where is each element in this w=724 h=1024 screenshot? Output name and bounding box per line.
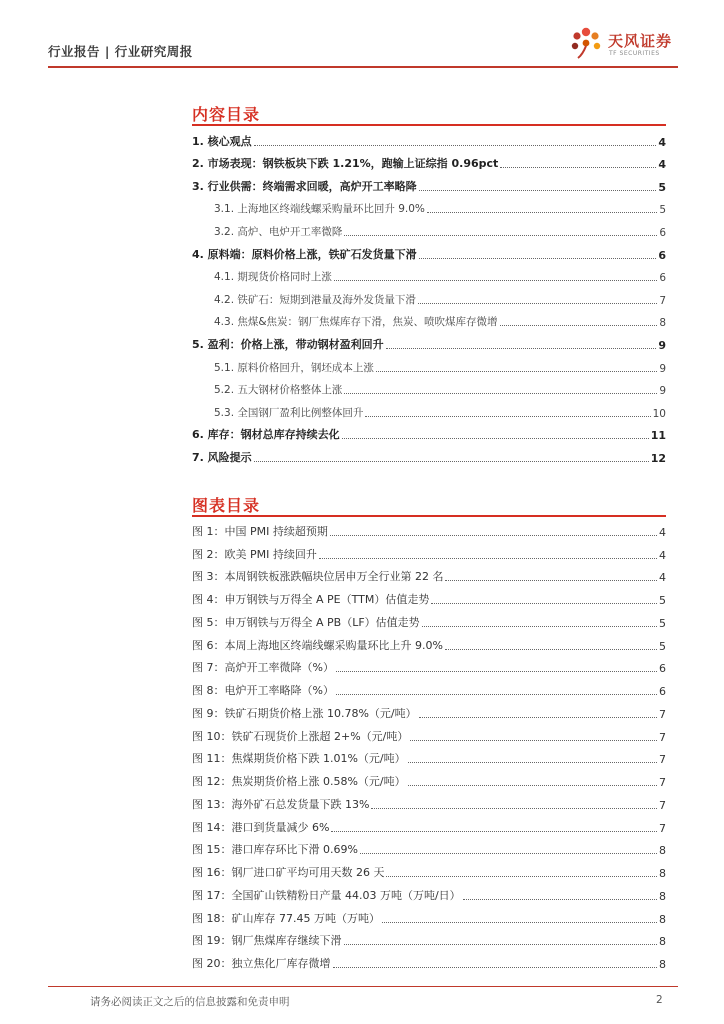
toc-entry-page: 6 [659, 272, 666, 285]
toc-entry[interactable] [192, 194, 666, 217]
figure-entry-page: 6 [659, 685, 666, 698]
figure-entry[interactable] [192, 698, 666, 721]
figure-entry-label: 图 18：矿山库存 77.45 万吨（万吨） [192, 911, 380, 925]
toc-entry[interactable] [192, 420, 666, 443]
figure-entry-page: 4 [659, 548, 666, 562]
figure-entry-page: 7 [659, 776, 666, 789]
figure-entry[interactable] [192, 539, 666, 562]
dot-leader [344, 944, 658, 945]
toc-entry-page: 9 [658, 338, 666, 352]
figure-entry-page: 8 [659, 912, 666, 926]
toc-entry-page: 6 [659, 226, 666, 239]
figure-entry[interactable] [192, 880, 666, 903]
dot-leader [500, 325, 658, 326]
figure-entry[interactable] [192, 607, 666, 630]
figure-entry[interactable] [192, 516, 666, 539]
toc-entry[interactable] [192, 216, 666, 239]
dot-leader [445, 649, 657, 650]
dot-leader [500, 167, 656, 168]
figure-entry[interactable] [192, 903, 666, 926]
dot-leader [410, 740, 657, 741]
figures-title: 图表目录 [192, 496, 261, 515]
dot-leader [419, 258, 657, 259]
toc-entry-label: 4.2. 铁矿石：短期到港量及海外发货量下滑 [214, 293, 416, 306]
figure-entry-page: 8 [659, 958, 666, 971]
toc-entry-page: 4 [658, 158, 666, 172]
dot-leader [419, 717, 657, 718]
figure-entry-label: 图 8：电炉开工率略降（%） [192, 684, 334, 697]
dot-leader [334, 280, 657, 281]
figure-entry-label: 图 6：本周上海地区终端线螺采购量环比上升 9.0% [192, 638, 443, 652]
toc-entry[interactable] [192, 329, 666, 352]
dot-leader [330, 535, 657, 536]
toc-entry[interactable] [192, 397, 666, 420]
toc-entry-page: 11 [650, 429, 666, 443]
figure-entry-page: 5 [659, 594, 666, 607]
dot-leader [365, 416, 650, 417]
figure-entry-page: 5 [659, 639, 666, 653]
figure-entry[interactable] [192, 857, 666, 880]
toc-entry-page: 8 [659, 317, 666, 330]
toc-entry-label: 5.1. 原料价格回升，钢坯成本上涨 [214, 361, 374, 374]
figure-entry-page: 4 [659, 571, 666, 585]
toc-entry[interactable] [192, 149, 666, 172]
toc-entry-page: 10 [652, 407, 666, 420]
figure-entry-label: 图 9：铁矿石期货价格上涨 10.78%（元/吨） [192, 706, 417, 720]
toc-entry-label: 2. 市场表现：钢铁板块下跌 1.21%，跑输上证综指 0.96pct [192, 157, 499, 171]
figure-entry-label: 图 12：焦炭期货价格上涨 0.58%（元/吨） [192, 775, 406, 788]
dot-leader [431, 603, 657, 604]
brand-name: 天风证券 [608, 32, 673, 50]
dot-leader [319, 558, 657, 559]
figure-entry-page: 6 [659, 662, 666, 676]
figure-entry-page: 5 [659, 616, 666, 630]
header-divider [48, 66, 678, 68]
figure-entry-label: 图 1：中国 PMI 持续超预期 [192, 524, 328, 538]
toc-entry-label: 3.1. 上海地区终端线螺采购量环比回升 9.0% [214, 203, 425, 216]
figure-entry-page: 7 [659, 707, 666, 721]
figure-entry[interactable] [192, 812, 666, 835]
figure-entry[interactable] [192, 926, 666, 949]
figure-entry[interactable] [192, 789, 666, 812]
dot-leader [418, 303, 657, 304]
dot-leader [254, 145, 657, 146]
brand-subtitle: TF SECURITIES [609, 50, 660, 57]
figure-entry-page: 8 [659, 867, 666, 880]
figure-entry-label: 图 13：海外矿石总发货量下跌 13% [192, 797, 370, 811]
figure-entry-label: 图 5：申万钢铁与万得全 A PB（LF）估值走势 [192, 615, 420, 629]
footer-disclaimer: 请务必阅读正文之后的信息披露和免责申明 [90, 996, 290, 1008]
toc-entry[interactable] [192, 239, 666, 262]
dot-leader [344, 235, 657, 236]
toc-entry-page: 12 [650, 451, 666, 465]
figure-entry[interactable] [192, 721, 666, 744]
dot-leader [360, 853, 657, 854]
figure-entry[interactable] [192, 584, 666, 607]
figure-entry[interactable] [192, 766, 666, 789]
figure-entry-page: 8 [659, 935, 666, 949]
figure-entry-label: 图 14：港口到货量减少 6% [192, 820, 330, 834]
figure-entry-page: 7 [659, 821, 666, 835]
page-number: 2 [656, 994, 663, 1006]
dot-leader [382, 922, 657, 923]
toc-entry-label: 5.3. 全国钢厂盈利比例整体回升 [214, 406, 364, 419]
toc-entry-page: 7 [659, 294, 666, 307]
toc-entry-label: 6. 库存：钢材总库存持续去化 [192, 428, 340, 442]
dot-leader [427, 212, 657, 213]
figure-entry-label: 图 10：铁矿石现货价上涨超 2+%（元/吨） [192, 729, 409, 743]
figure-entry-label: 图 16：钢厂进口矿平均可用天数 26 天 [192, 866, 385, 879]
toc-entry-page: 9 [659, 362, 666, 375]
toc-entry[interactable] [192, 284, 666, 307]
dot-leader [333, 967, 658, 968]
contents-list [192, 126, 666, 465]
figure-entry-page: 7 [659, 730, 666, 744]
figure-entry-label: 图 4：申万钢铁与万得全 A PE（TTM）估值走势 [192, 593, 430, 606]
contents-title: 内容目录 [192, 105, 261, 124]
toc-entry-label: 4. 原料端：原料价格上涨，铁矿石发货量下滑 [192, 247, 417, 261]
figures-list [192, 516, 666, 971]
toc-entry[interactable] [192, 126, 666, 149]
dot-leader [376, 371, 657, 372]
dot-leader [422, 626, 657, 627]
dot-leader [331, 831, 657, 832]
toc-entry[interactable] [192, 262, 666, 285]
dot-leader [254, 461, 649, 462]
figure-entry[interactable] [192, 562, 666, 585]
figure-entry[interactable] [192, 744, 666, 767]
figure-entry-label: 图 17：全国矿山铁精粉日产量 44.03 万吨（万吨/日） [192, 888, 461, 902]
breadcrumb: 行业报告 | 行业研究周报 [48, 44, 193, 59]
dot-leader [342, 438, 649, 439]
toc-entry-label: 3.2. 高炉、电炉开工率微降 [214, 225, 343, 238]
dot-leader [344, 393, 657, 394]
figure-entry-label: 图 19：钢厂焦煤库存继续下滑 [192, 934, 342, 948]
toc-entry[interactable] [192, 307, 666, 330]
figure-entry[interactable] [192, 948, 666, 971]
dot-leader [445, 580, 657, 581]
dot-leader [463, 899, 657, 900]
brand-logo [568, 24, 678, 64]
toc-entry-label: 3. 行业供需：终端需求回暖，高炉开工率略降 [192, 179, 417, 193]
toc-entry-label: 5.2. 五大钢材价格整体上涨 [214, 384, 343, 397]
dot-leader [419, 190, 657, 191]
dot-leader [386, 348, 657, 349]
toc-entry-label: 4.3. 焦煤&焦炭：钢厂焦煤库存下滑，焦炭、喷吹煤库存微增 [214, 316, 498, 329]
dot-leader [336, 671, 657, 672]
figure-entry[interactable] [192, 653, 666, 676]
footer-divider [48, 986, 678, 987]
dot-leader [408, 785, 657, 786]
figure-entry-page: 8 [659, 889, 666, 903]
toc-entry-page: 4 [658, 135, 666, 149]
toc-entry-page: 9 [659, 385, 666, 398]
dot-leader [386, 876, 657, 877]
figure-entry-page: 4 [659, 525, 666, 539]
flower-logo-icon [568, 24, 604, 60]
toc-entry[interactable] [192, 442, 666, 465]
toc-entry-label: 4.1. 期现货价格同时上涨 [214, 271, 332, 284]
dot-leader [336, 694, 657, 695]
toc-entry-page: 6 [658, 248, 666, 262]
dot-leader [408, 762, 657, 763]
figure-entry-page: 7 [659, 798, 666, 812]
dot-leader [371, 808, 657, 809]
toc-entry[interactable] [192, 171, 666, 194]
figure-entry[interactable] [192, 630, 666, 653]
toc-entry-page: 5 [659, 204, 666, 217]
toc-entry-page: 5 [658, 180, 666, 194]
figure-entry-label: 图 15：港口库存环比下滑 0.69% [192, 843, 358, 857]
figure-entry-label: 图 2：欧美 PMI 持续回升 [192, 547, 317, 561]
figure-entry-page: 8 [659, 844, 666, 858]
figure-entry[interactable] [192, 835, 666, 858]
figure-entry-label: 图 3：本周钢铁板涨跌幅块位居申万全行业第 22 名 [192, 570, 444, 584]
figure-entry-label: 图 20：独立焦化厂库存微增 [192, 957, 331, 970]
figure-entry[interactable] [192, 675, 666, 698]
figure-entry-label: 图 11：焦煤期货价格下跌 1.01%（元/吨） [192, 752, 406, 766]
toc-entry-label: 7. 风险提示 [192, 450, 252, 464]
figure-entry-page: 7 [659, 753, 666, 767]
toc-entry-label: 1. 核心观点 [192, 134, 252, 148]
toc-entry[interactable] [192, 375, 666, 398]
figure-entry-label: 图 7：高炉开工率微降（%） [192, 661, 334, 675]
toc-entry-label: 5. 盈利：价格上涨，带动钢材盈利回升 [192, 337, 384, 351]
toc-entry[interactable] [192, 352, 666, 375]
